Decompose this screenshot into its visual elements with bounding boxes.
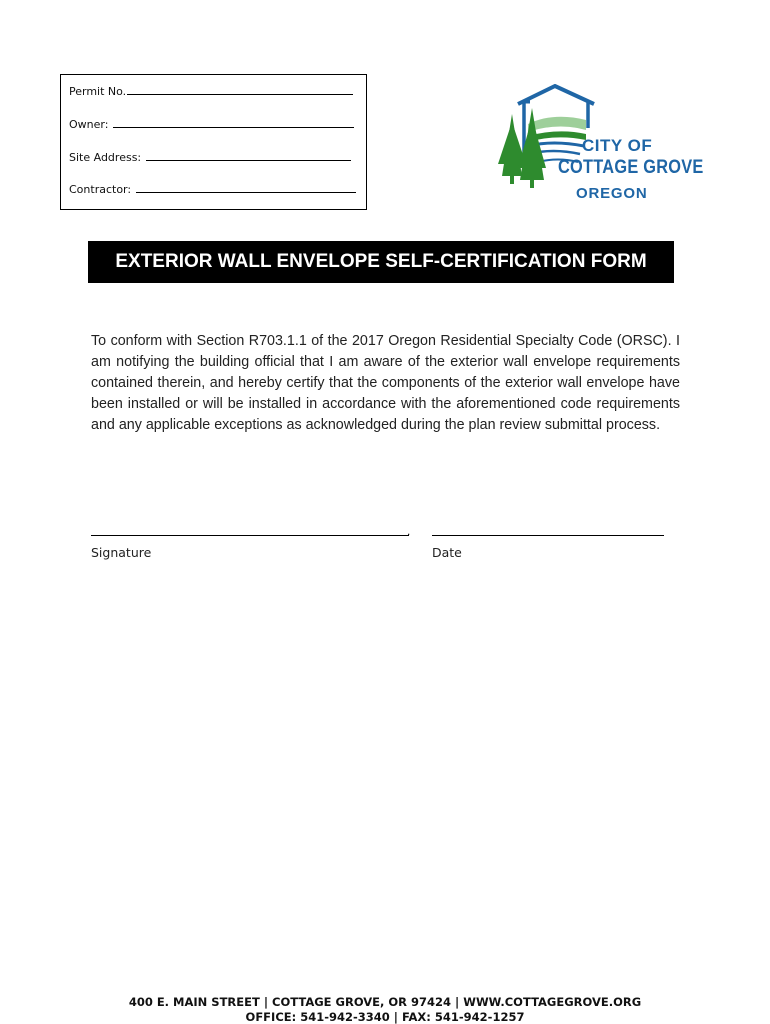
permit-info-box — [60, 74, 367, 210]
permit-number-field[interactable] — [127, 83, 353, 95]
owner-label: Owner: — [69, 118, 112, 131]
certification-statement: To conform with Section R703.1.1 of the 2017 Oregon Residential Specialty Code (ORSC). I am notifying the building official that I am aware of the exterior wall envelope requirements contained therein, and hereby certify that the components of the exterior wall envelope have been installed or will be installed in accordance with the aforementioned code requirements and any applicable exceptions as acknowledged during the plan review submittal process. — [91, 333, 680, 433]
footer-phone: OFFICE: 541-942-3340 | FAX: 541-942-1257 — [245, 1010, 525, 1024]
owner-row — [69, 116, 354, 131]
logo-oregon: OREGON — [576, 185, 648, 202]
contractor-row — [69, 181, 356, 196]
footer-address: 400 E. MAIN STREET | COTTAGE GROVE, OR 97424 | WWW.COTTAGEGROVE.ORG — [128, 995, 642, 1009]
signature-separator: . — [407, 524, 411, 538]
signature-line[interactable] — [91, 535, 409, 536]
date-label: Date — [432, 545, 462, 560]
city-logo — [498, 84, 704, 206]
site-address-label: Site Address: — [69, 151, 145, 164]
form-title: EXTERIOR WALL ENVELOPE SELF-CERTIFICATION FORM — [88, 241, 674, 283]
date-line[interactable] — [432, 535, 664, 536]
contractor-label: Contractor: — [69, 183, 135, 196]
permit-number-row — [69, 83, 353, 98]
site-address-row — [69, 149, 351, 164]
permit-number-label: Permit No. — [69, 85, 127, 98]
logo-city-of: CITY OF — [582, 136, 653, 155]
contractor-field[interactable] — [136, 181, 356, 193]
logo-cottage-grove: COTTAGE GROVE — [558, 157, 704, 178]
signature-label: Signature — [91, 545, 152, 560]
owner-field[interactable] — [113, 116, 354, 128]
site-address-field[interactable] — [146, 149, 351, 161]
